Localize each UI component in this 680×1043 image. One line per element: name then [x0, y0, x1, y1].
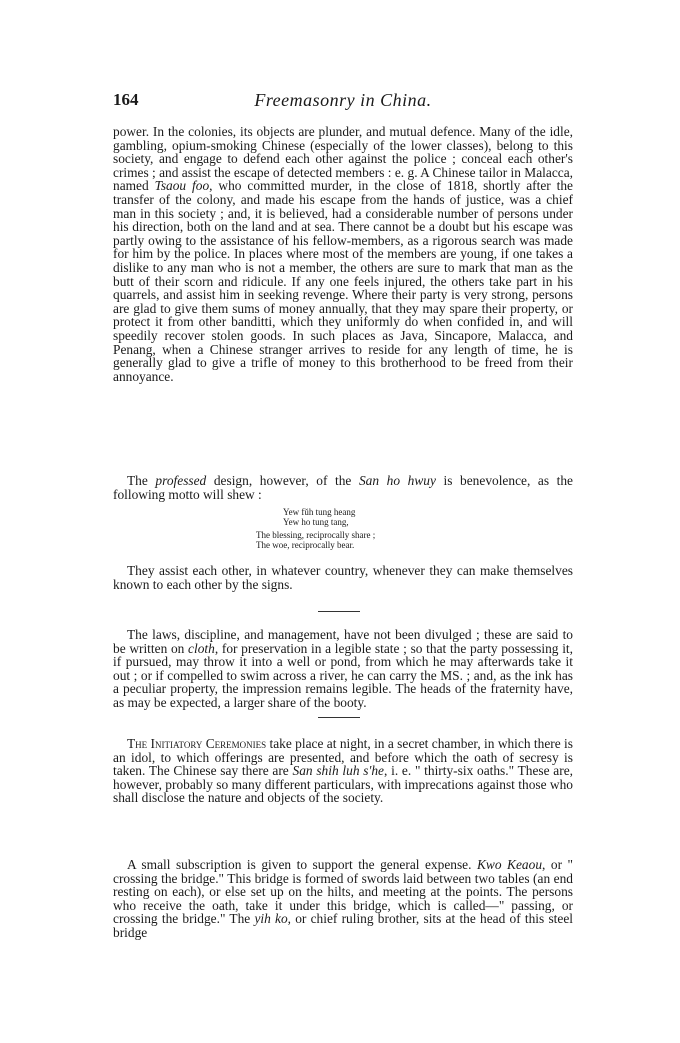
paragraph-signs — [113, 564, 573, 591]
motto-line: The blessing, reciprocally share ; — [256, 530, 376, 540]
text-run: The laws, discipline, and management, have not been divulged ; these are said to be written on — [113, 627, 573, 656]
motto-line: Yew fŭh tung heang — [283, 507, 356, 517]
motto-english — [256, 530, 456, 550]
text-run: , who committed murder, in the close of 1818, shortly after the transfer of the colony, and made his escape from the hands of justice, was a chief man in this society ; and, it is believed, had a considerable number of persons under his direction, both on the land and at sea. There cannot be a doubt but his escape was partly owing to the assistance of his fellow-members, as a rigorous search was made for him by the police. In places where most of the members are young, if one takes a dislike to any man who is not a member, the others are sure to mark that man as the butt of their scorn and ridicule. If any one feels injured, the others take part in his quarrels, and assist him in seeking revenge. Where their party is very strong, persons are glad to give them sums of money annually, that they may spare their property, or protect it from other banditti, which they uniformly do when confided in, and will speedily recover stolen goods. In such places as Java, Sincapore, Malacca, and Penang, when a Chinese stranger arrives to reside for any length of time, he is generally glad to give a trifle of money to this brotherhood to be freed from their annoyance. — [113, 178, 573, 384]
small-caps-heading: The Initiatory Ceremonies — [127, 736, 267, 751]
running-title: Freemasonry in China. — [254, 90, 432, 110]
text-run: , or " crossing the bridge." This bridge is formed of swords laid between two tables (an end resting on each), or else set up on the hilts, and meeting at the points. The persons who receive the oath, take it under this bridge, which is called—" passing, or crossing the bridge." The — [113, 857, 573, 927]
paragraph-colonies — [113, 125, 573, 383]
italic-term: yih ko — [254, 911, 288, 927]
text-run: The — [127, 473, 156, 488]
text-run: , i. e. " thirty-six oaths." These are, however, probably so many different particulars, with imprecations against those who shall disclose the nature and objects of the society. — [113, 763, 574, 806]
motto-chinese — [283, 507, 483, 527]
text-run: They assist each other, in whatever country, whenever they can make themselves known to each other by the signs. — [113, 563, 573, 592]
text-run: , or chief ruling brother, sits at the head of this steel bridge — [113, 911, 573, 940]
paragraph-bridge — [113, 858, 573, 940]
page-header — [113, 90, 573, 114]
text-run: , for preservation in a legible state ; so that the party possessing it, if pursued, may throw it into a well or pond, from which he may afterwards take it out ; or if compelled to swim across a river, he can carry the MS. ; and, as the ink has a peculiar property, the impression remains legible. The heads of the fraternity have, as may be expected, a larger share of the booty. — [113, 640, 573, 710]
text-run: design, however, of the — [206, 473, 359, 488]
text-run: power. In the colonies, its objects are plunder, and mutual defence. Many of the idle, gambling, opium-smoking Chinese (especially of the lower classes), belong to this society, and engage to defend each other against the police ; conceal each other's crimes ; and assist the escape of detected members : e. g. A Chinese tailor in Malacca, named — [113, 124, 573, 194]
italic-term: Kwo Keaou — [476, 857, 543, 872]
page-number: 164 — [113, 90, 139, 109]
italic-term: San shih luh s'he — [292, 763, 384, 779]
italic-term: cloth — [188, 640, 215, 656]
text-run: A small subscription is given to support the general expense. — [127, 857, 477, 872]
text-run: take place at night, in a secret chamber, in which there is an idol, to which offerings are presented, and before which the oath of secresy is taken. The Chinese say there are — [113, 736, 573, 779]
motto-line: The woe, reciprocally bear. — [256, 540, 355, 550]
paragraph-laws — [113, 628, 573, 710]
italic-name: Tsaou foo — [154, 178, 210, 194]
italic-society-name: San ho hwuy — [358, 473, 436, 488]
paragraph-initiatory-ceremonies — [113, 737, 573, 805]
text-run: is benevolence, as the following motto will shew : — [113, 473, 574, 502]
section-divider — [318, 717, 360, 718]
paragraph-professed-design — [113, 474, 573, 501]
italic-term: professed — [155, 473, 207, 488]
motto-line: Yew ho tung tang, — [283, 517, 349, 527]
section-divider — [318, 611, 360, 612]
